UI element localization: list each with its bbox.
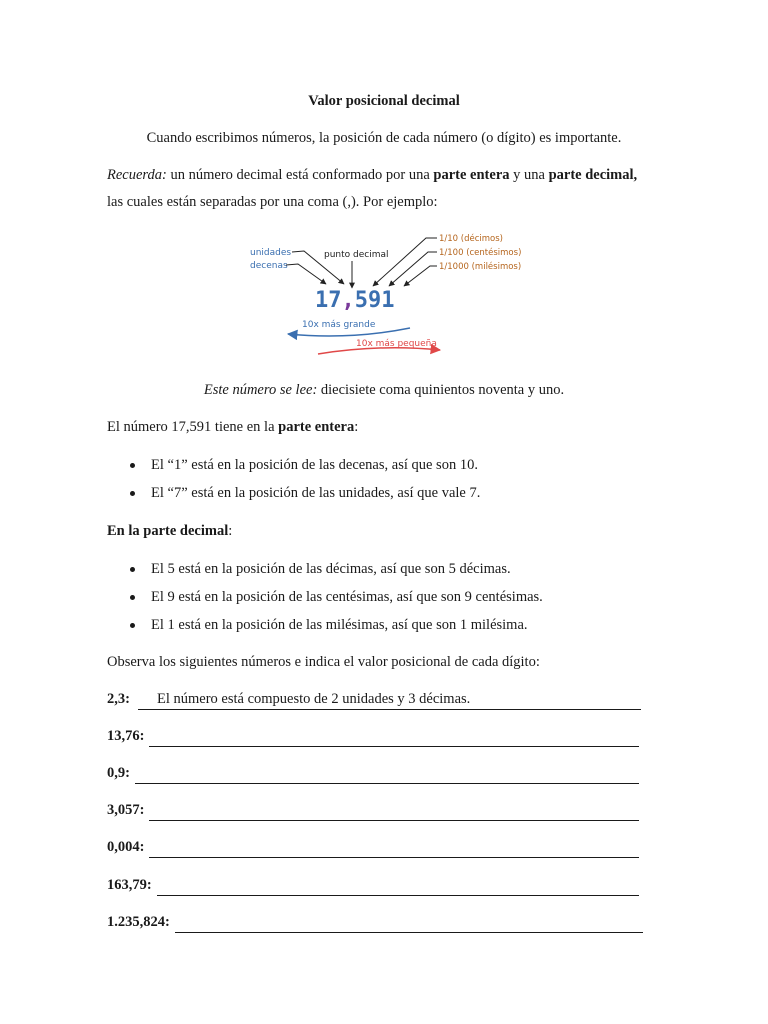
label-unidades: unidades (250, 248, 292, 258)
exercise-instructions: Observa los siguientes números e indica el valor posicional de cada dígito: (107, 654, 540, 670)
answer-field[interactable] (149, 728, 639, 747)
exercise-row (107, 913, 643, 933)
reads-text: diecisiete coma quinientos noventa y uno. (317, 382, 565, 398)
intro-paragraph: Cuando escribimos números, la posición de cada número (o dígito) es importante. (146, 130, 622, 146)
recuerda-text-2: y una (509, 167, 549, 183)
entera-intro (107, 418, 358, 436)
list-item-text: El 9 está en la posición de las centésimas, así que son 9 centésimas. (151, 589, 543, 605)
list-item-text: El “7” está en la posición de las unidades, así que vale 7. (151, 485, 481, 501)
label-mas-pequena: 10x más pequeña (356, 339, 437, 349)
decimal-heading-bold: En la parte decimal (107, 523, 229, 539)
decimal-place-diagram (240, 228, 540, 363)
exercise-row (107, 727, 639, 747)
arrow-mas-pequena (318, 348, 440, 354)
list-item-text: El 5 está en la posición de las décimas, así que son 5 décimas. (151, 561, 511, 577)
recuerda-bold-entera: parte entera (433, 167, 510, 183)
arrow-centesimas (389, 252, 437, 286)
entera-bold: parte entera (278, 419, 355, 435)
reads-label: Este número se lee: (203, 382, 318, 398)
answer-field[interactable] (175, 914, 643, 933)
exercise-label: 2,3: (107, 691, 130, 707)
decimal-heading (107, 522, 232, 540)
bullet-icon (130, 567, 135, 572)
exercise-row (107, 690, 641, 710)
number-integer-part: 17 (315, 288, 342, 313)
bullet-icon (130, 491, 135, 496)
exercise-label: 0,9: (107, 765, 130, 781)
exercise-label: 0,004: (107, 839, 145, 855)
number-comma: , (341, 288, 355, 313)
bullet-icon (130, 463, 135, 468)
decimal-heading-colon: : (228, 523, 233, 539)
label-centesimas: 1/100 (centésimos) (439, 248, 522, 258)
label-mas-grande: 10x más grande (302, 320, 376, 330)
recuerda-bold-decimal: parte decimal, (548, 167, 638, 183)
exercise-row (107, 801, 639, 821)
number-decimal-part: 591 (354, 288, 395, 313)
recuerda-text-1: un número decimal está conformado por una (166, 167, 434, 183)
reads-line (0, 381, 768, 399)
exercise-label: 163,79: (107, 877, 152, 893)
exercise-label: 13,76: (107, 728, 145, 744)
example-number (315, 288, 395, 313)
bullet-icon (130, 623, 135, 628)
exercise-label: 1.235,824: (107, 914, 170, 930)
recuerda-line-2: las cuales están separadas por una coma (,). Por ejemplo: (107, 194, 438, 210)
answer-field[interactable] (149, 802, 639, 821)
entera-text-1: El número 17,591 tiene en la (107, 419, 279, 435)
answer-field[interactable] (149, 839, 639, 858)
exercise-label: 3,057: (107, 802, 145, 818)
answer-field[interactable] (135, 765, 639, 784)
recuerda-label: Recuerda: (107, 167, 167, 183)
page-title: Valor posicional decimal (308, 93, 460, 109)
label-decimas: 1/10 (décimos) (439, 234, 503, 244)
entera-text-2: : (354, 419, 359, 435)
exercise-row (107, 764, 639, 784)
bullet-icon (130, 595, 135, 600)
arrow-decimas (373, 238, 437, 286)
list-item-text: El “1” está en la posición de las decenas, así que son 10. (151, 457, 478, 473)
list-item-text: El 1 está en la posición de las milésimas, así que son 1 milésima. (151, 617, 528, 633)
exercise-row (107, 876, 639, 896)
answer-text: El número está compuesto de 2 unidades y 3 décimas. (157, 691, 471, 707)
label-decenas: decenas (250, 261, 288, 271)
answer-field[interactable] (157, 877, 639, 896)
label-punto-decimal: punto decimal (324, 250, 389, 260)
label-milesimas: 1/1000 (milésimos) (439, 262, 522, 272)
exercise-row (107, 838, 639, 858)
arrow-decenas (286, 264, 326, 284)
recuerda-line-1 (107, 166, 637, 184)
